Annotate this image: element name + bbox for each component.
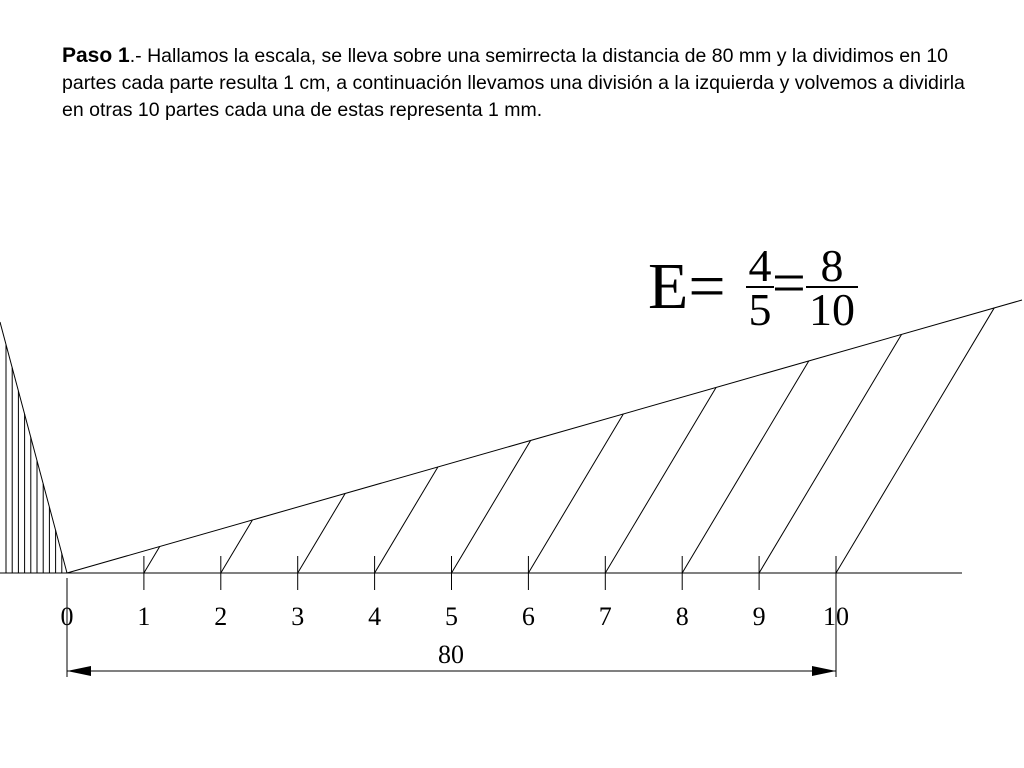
formula-fraction1-numerator: 4 [748, 240, 772, 291]
formula-fraction2-numerator: 8 [820, 240, 844, 291]
scale-label-10: 10 [823, 602, 849, 631]
scale-label-2: 2 [214, 602, 228, 631]
parallel-line-8 [682, 361, 809, 573]
scale-labels [61, 602, 850, 631]
scale-label-8: 8 [675, 602, 689, 631]
scale-label-1: 1 [137, 602, 151, 631]
step-body: Hallamos la escala, se lleva sobre una semirrecta la distancia de 80 mm y la dividimos en 10 partes cada parte resulta 1 cm, a continuación llevamos una división a la izquierda y volvemos a dividirla en otras 10 partes cada una de estas representa 1 mm. [62, 45, 965, 121]
parallel-line-4 [375, 467, 438, 573]
formula-fraction1-denominator: 5 [748, 284, 772, 335]
parallel-line-5 [452, 440, 531, 573]
parallel-line-7 [605, 387, 716, 573]
parallel-line-6 [528, 414, 623, 573]
scale-label-9: 9 [752, 602, 766, 631]
dimension-arrow-right [812, 666, 836, 676]
scale-label-7: 7 [598, 602, 612, 631]
scale-formula [648, 240, 858, 335]
formula-lhs: E= [648, 250, 726, 323]
scale-label-4: 4 [368, 602, 382, 631]
left-steep-line [0, 322, 67, 573]
auxiliary-inclined-line [67, 300, 1022, 573]
dimension-arrow-left [67, 666, 91, 676]
scale-label-3: 3 [291, 602, 305, 631]
parallel-line-10 [836, 308, 994, 573]
step-separator: .- [129, 45, 148, 67]
formula-equals: = [772, 250, 806, 316]
step-title: Paso 1 [62, 44, 130, 67]
scale-label-0: 0 [60, 602, 74, 631]
parallel-lines [144, 308, 994, 573]
scale-label-6: 6 [521, 602, 535, 631]
dimension-value: 80 [438, 640, 464, 669]
parallel-line-9 [759, 334, 901, 573]
scale-label-5: 5 [445, 602, 458, 631]
formula-fraction2-denominator: 10 [809, 284, 855, 335]
left-division-hatching [6, 344, 62, 573]
